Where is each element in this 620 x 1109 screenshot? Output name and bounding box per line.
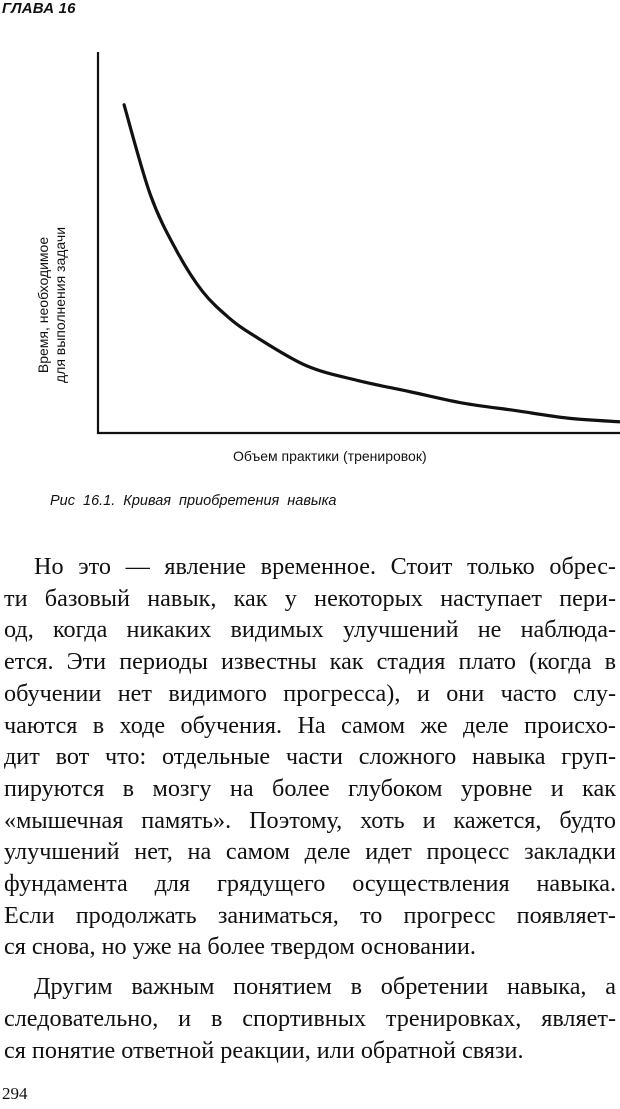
text-line: улучшений нет, на самом деле идет процесс закладки xyxy=(4,838,616,866)
text-line: ти базовый навык, как у некоторых наступает пери- xyxy=(4,584,616,612)
text-line: дит вот что: отдельные части сложного навыка груп- xyxy=(4,743,616,771)
chapter-header: ГЛАВА 16 xyxy=(2,0,76,17)
y-axis-label-line1: Время, необходимое xyxy=(35,236,51,374)
figure-caption: Рис 16.1. Кривая приобретения навыка xyxy=(50,493,337,509)
y-axis-label-line2: для выполнения задачи xyxy=(52,226,68,384)
text-line: фундамента для грядущего осуществления навыка. xyxy=(4,870,616,898)
text-line: ся понятие ответной реакции, или обратной связи. xyxy=(4,1036,524,1064)
text-line: ется. Эти периоды известны как стадия плато (когда в xyxy=(4,648,616,676)
text-line: Но это — явление временное. Стоит только обрес- xyxy=(34,553,616,580)
text-line: чаются в ходе обучения. На самом же деле происхо- xyxy=(4,711,616,739)
text-line: «мышечная память». Поэтому, хоть и кажется, будто xyxy=(4,806,616,834)
skill-curve-line xyxy=(124,105,620,422)
text-line: следовательно, и в спортивных тренировках, являет- xyxy=(4,1004,616,1032)
text-line: ся снова, но уже на более твердом основании. xyxy=(4,933,476,961)
text-line: пируются в мозгу на более глубоком уровне и как xyxy=(4,774,616,802)
paragraph-2 xyxy=(4,971,616,1066)
x-axis-label: Объем практики (тренировок) xyxy=(233,448,427,464)
body-text xyxy=(4,551,616,1066)
text-line: Если продолжать заниматься, то прогресс появляет- xyxy=(4,901,616,929)
text-line: од, когда никаких видимых улучшений не наблюда- xyxy=(4,616,616,644)
skill-curve-figure xyxy=(0,40,620,480)
page-number: 294 xyxy=(2,1084,28,1103)
skill-curve-chart xyxy=(0,40,620,480)
paragraph-1 xyxy=(4,551,616,963)
text-line: Другим важным понятием в обретении навыка, а xyxy=(34,973,616,1001)
text-line: обучении нет видимого прогресса), и они часто слу- xyxy=(4,679,616,707)
